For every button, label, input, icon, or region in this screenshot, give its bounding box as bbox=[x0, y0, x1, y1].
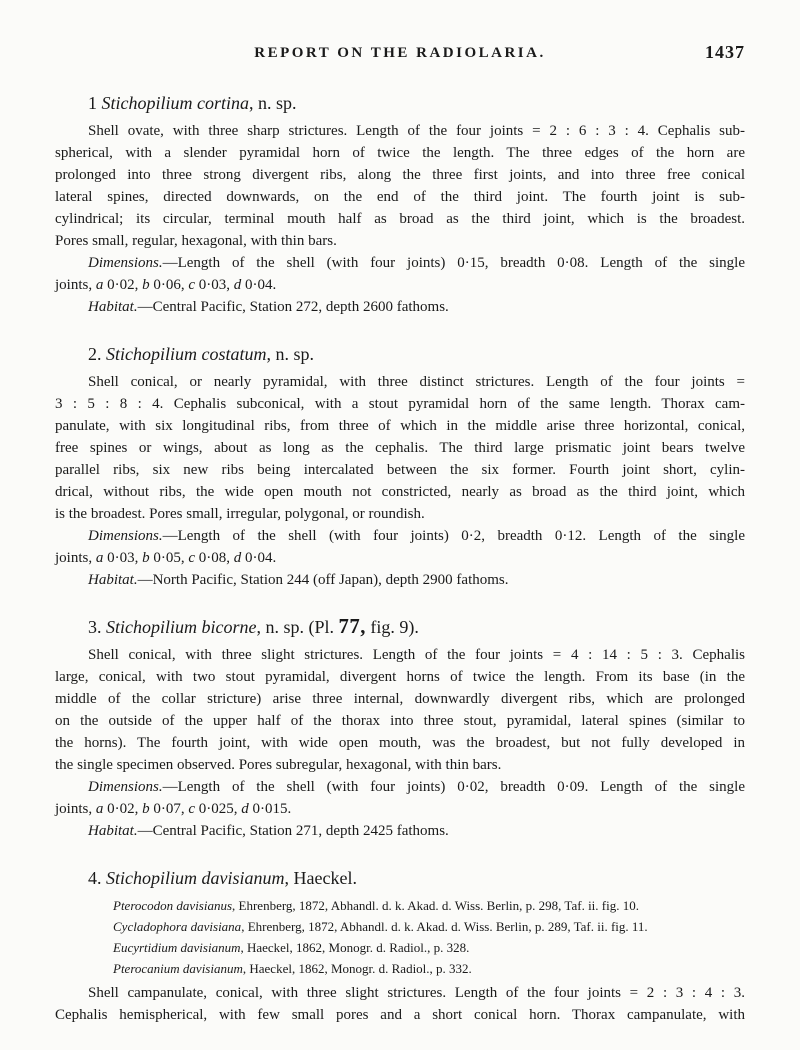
synonymy-entry: Pterocanium davisianum, Haeckel, 1862, Monogr. d. Radiol., p. 332. bbox=[113, 961, 472, 976]
species-section-4 bbox=[55, 866, 745, 1026]
text-line: joints, a 0·02, b 0·06, c 0·03, d 0·04. bbox=[55, 277, 277, 293]
species-heading-4: 4. Stichopilium davisianum, Haeckel. bbox=[88, 868, 357, 888]
text-line: Habitat.—Central Pacific, Station 271, depth 2425 fathoms. bbox=[88, 823, 449, 839]
text-line: Habitat.—North Pacific, Station 244 (off Japan), depth 2900 fathoms. bbox=[88, 572, 509, 588]
species-heading-2: 2. Stichopilium costatum, n. sp. bbox=[88, 344, 315, 364]
text-line: free spines or wings, about as long as the cephalis. The third large prismatic joint bears twelve bbox=[55, 440, 745, 456]
dimensions-paragraph bbox=[55, 525, 745, 569]
species-heading-3: 3. Stichopilium bicorne, n. sp. (Pl. 77, fig. 9). bbox=[88, 616, 419, 638]
synonymy-entry: Eucyrtidium davisianum, Haeckel, 1862, Monogr. d. Radiol., p. 328. bbox=[113, 940, 470, 955]
dimensions-paragraph bbox=[55, 776, 745, 820]
description-paragraph bbox=[55, 120, 745, 252]
text-line: lateral spines, directed downwards, on the end of the third joint. The fourth joint is sub- bbox=[55, 189, 745, 205]
synonymy-entry: Cycladophora davisiana, Ehrenberg, 1872, Abhandl. d. k. Akad. d. Wiss. Berlin, p. 289, Taf. ii. fig. 11. bbox=[113, 919, 648, 934]
text-line: the horns). The fourth joint, with wide open mouth, was the broadest, but not fully developed in bbox=[55, 735, 745, 751]
text-line: Dimensions.—Length of the shell (with four joints) 0·02, breadth 0·09. Length of the single bbox=[88, 779, 745, 795]
text-line: drical, without ribs, the wide open mouth not constricted, nearly as broad as the third joint, which bbox=[55, 484, 745, 500]
text-line: prolonged into three strong divergent ribs, along the three first joints, and into three free conical bbox=[55, 167, 745, 183]
text-line: middle of the collar stricture) arise three internal, downwardly divergent ribs, which are prolonged bbox=[55, 691, 745, 707]
text-line: 3 : 5 : 8 : 4. Cephalis subconical, with a stout pyramidal horn of the same length. Thorax cam- bbox=[55, 396, 745, 412]
text-line: joints, a 0·02, b 0·07, c 0·025, d 0·015. bbox=[55, 801, 292, 817]
dimensions-paragraph bbox=[55, 252, 745, 296]
species-heading-1: 1 Stichopilium cortina, n. sp. bbox=[88, 93, 297, 113]
synonymy-entry: Pterocodon davisianus, Ehrenberg, 1872, Abhandl. d. k. Akad. d. Wiss. Berlin, p. 298, Taf. ii. fig. 10. bbox=[113, 898, 639, 913]
page-header bbox=[55, 42, 745, 67]
species-section-3 bbox=[55, 615, 745, 842]
description-paragraph bbox=[55, 982, 745, 1026]
description-paragraph bbox=[55, 371, 745, 525]
text-line: Habitat.—Central Pacific, Station 272, depth 2600 fathoms. bbox=[88, 299, 449, 315]
page-number: 1437 bbox=[705, 42, 745, 62]
species-section-2 bbox=[55, 342, 745, 591]
description-paragraph bbox=[55, 644, 745, 776]
text-line: Dimensions.—Length of the shell (with four joints) 0·2, breadth 0·12. Length of the single bbox=[88, 528, 745, 544]
text-line: Shell conical, or nearly pyramidal, with three distinct strictures. Length of the four joints = bbox=[88, 374, 745, 390]
text-line: is the broadest. Pores small, irregular, polygonal, or roundish. bbox=[55, 506, 425, 522]
text-line: Cephalis hemispherical, with few small pores and a short conical horn. Thorax campanulate, with bbox=[55, 1007, 745, 1023]
synonymy-list bbox=[113, 895, 745, 979]
habitat-paragraph bbox=[55, 569, 745, 591]
text-line: Pores small, regular, hexagonal, with thin bars. bbox=[55, 233, 337, 249]
species-section-1 bbox=[55, 91, 745, 318]
text-line: parallel ribs, six new ribs being intercalated between the six former. Fourth joint short, cylin- bbox=[55, 462, 745, 478]
text-line: Dimensions.—Length of the shell (with four joints) 0·15, breadth 0·08. Length of the single bbox=[88, 255, 745, 271]
text-line: Shell ovate, with three sharp strictures. Length of the four joints = 2 : 6 : 3 : 4. Cephalis sub- bbox=[88, 123, 745, 139]
text-line: the single specimen observed. Pores subregular, hexagonal, with thin bars. bbox=[55, 757, 502, 773]
text-line: cylindrical; its circular, terminal mouth half as broad as the third joint, which is the broadest. bbox=[55, 211, 745, 227]
text-line: large, conical, with two stout pyramidal, divergent horns of twice the length. From its base (in the bbox=[55, 669, 745, 685]
text-line: Shell conical, with three slight strictures. Length of the four joints = 4 : 14 : 5 : 3. Cephalis bbox=[88, 647, 745, 663]
page-body bbox=[55, 91, 745, 1026]
text-line: spherical, with a slender pyramidal horn of twice the length. The three edges of the horn are bbox=[55, 145, 745, 161]
text-line: joints, a 0·03, b 0·05, c 0·08, d 0·04. bbox=[55, 550, 277, 566]
text-line: Shell campanulate, conical, with three slight strictures. Length of the four joints = 2 : 3 : 4 : 3. bbox=[88, 985, 745, 1001]
text-line: panulate, with six longitudinal ribs, from three of which in the middle arise three horizontal, conical, bbox=[55, 418, 745, 434]
text-line: on the outside of the upper half of the thorax into three stout, pyramidal, lateral spines (similar to bbox=[55, 713, 745, 729]
habitat-paragraph bbox=[55, 296, 745, 318]
habitat-paragraph bbox=[55, 820, 745, 842]
running-title: REPORT ON THE RADIOLARIA. bbox=[254, 45, 546, 61]
